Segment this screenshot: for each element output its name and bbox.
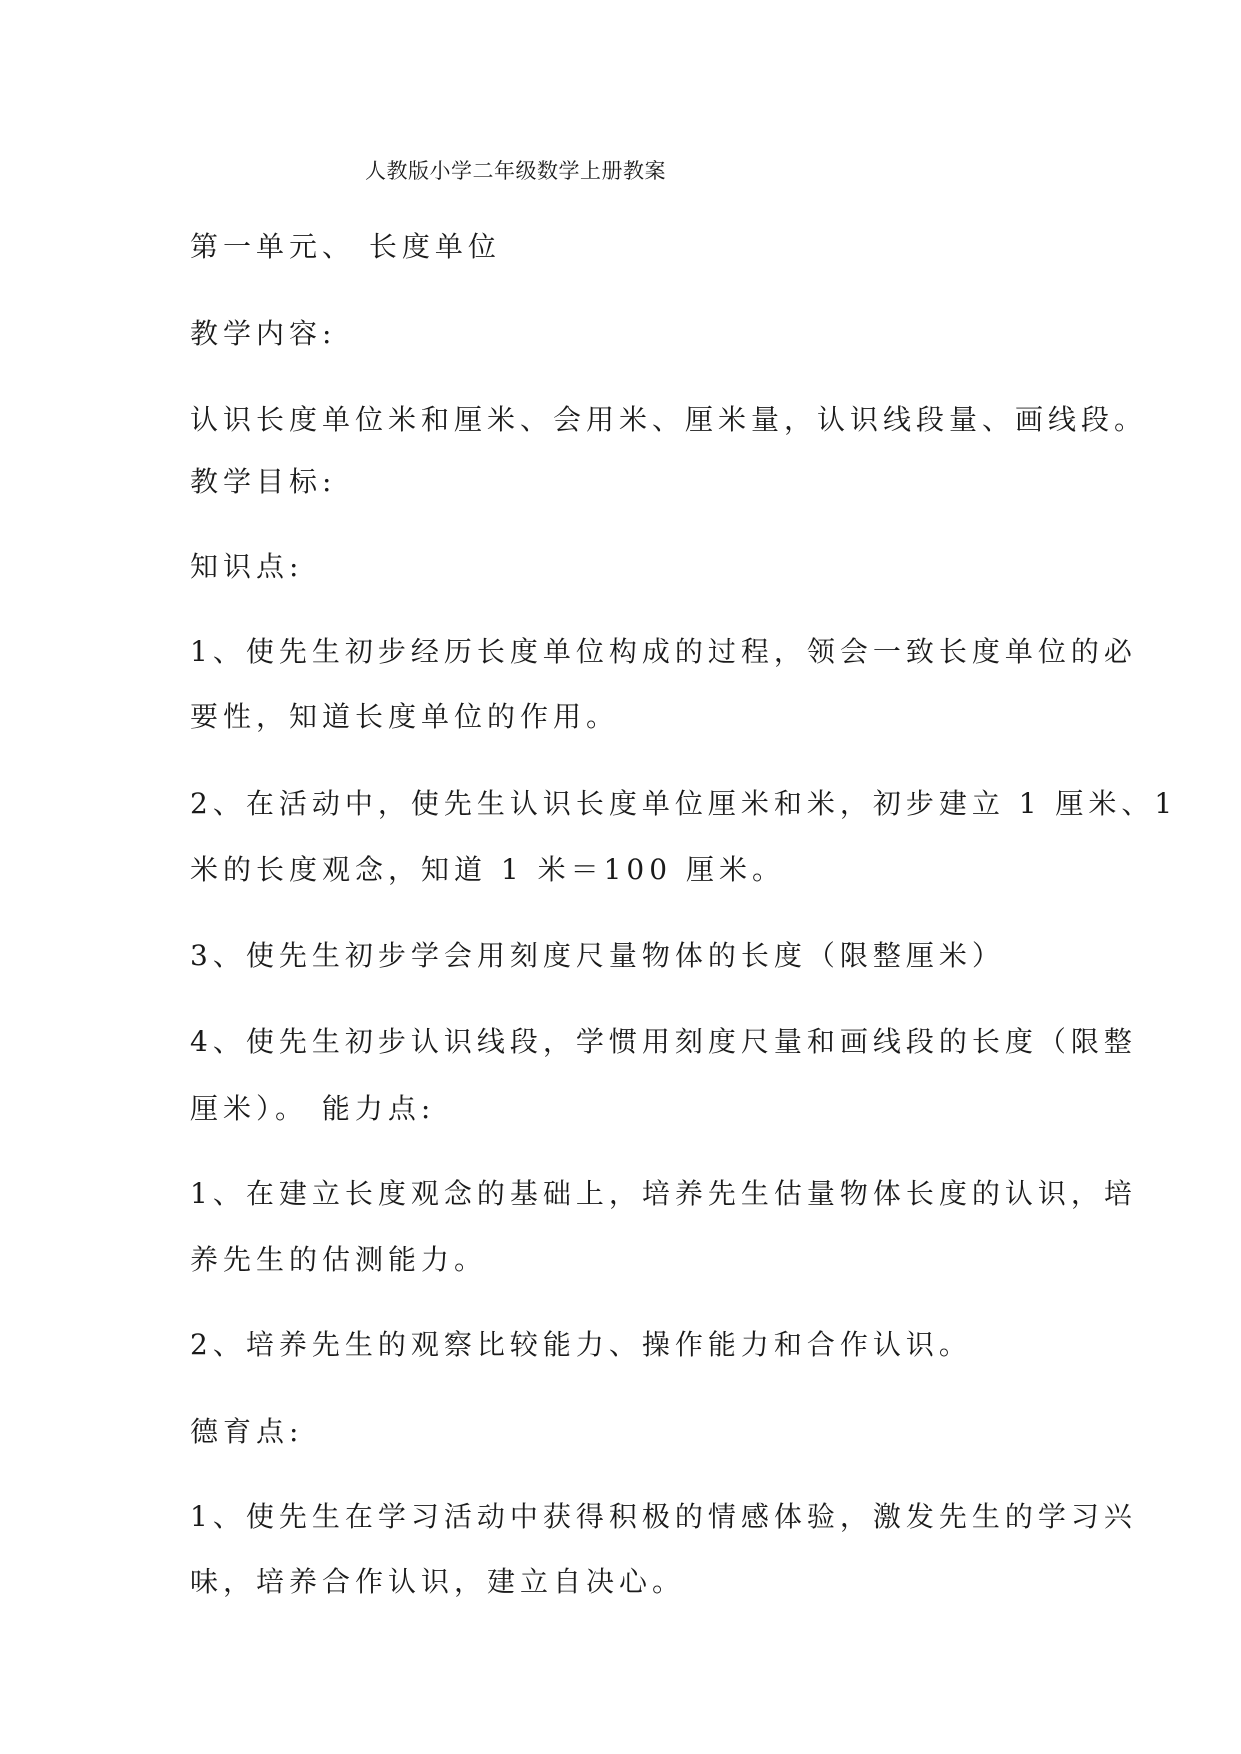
document-title: 人教版小学二年级数学上册教案 (365, 159, 666, 183)
paragraph-line: 1、在建立长度观念的基础上，培养先生估量物体长度的认识，培 (190, 1177, 1137, 1210)
paragraph-line: 4、使先生初步认识线段，学惯用刻度尺量和画线段的长度（限整 (190, 1025, 1137, 1058)
paragraph-line: 2、培养先生的观察比较能力、操作能力和合作认识。 (190, 1328, 972, 1361)
paragraph-line: 要性，知道长度单位的作用。 (190, 700, 620, 733)
knowledge-heading: 知识点: (190, 550, 304, 583)
paragraph-line: 2、在活动中，使先生认识长度单位厘米和米，初步建立 1 厘米、1 (190, 787, 1178, 820)
paragraph-line: 3、使先生初步学会用刻度尺量物体的长度（限整厘米） (190, 939, 1005, 972)
paragraph-line: 米的长度观念，知道 1 米＝100 厘米。 (190, 853, 785, 886)
paragraph-line: 味，培养合作认识，建立自决心。 (190, 1565, 686, 1598)
unit-heading: 第一单元、 长度单位 (190, 230, 501, 263)
teaching-goals-heading: 教学目标: (190, 465, 337, 498)
paragraph-line: 1、使先生在学习活动中获得积极的情感体验，激发先生的学习兴 (190, 1500, 1137, 1533)
paragraph-line: 1、使先生初步经历长度单位构成的过程，领会一致长度单位的必 (190, 635, 1137, 668)
paragraph-line: 认识长度单位米和厘米、会用米、厘米量，认识线段量、画线段。 (190, 403, 1148, 436)
teaching-content-heading: 教学内容: (190, 317, 337, 350)
ability-heading-line: 厘米）。 能力点: (190, 1092, 436, 1125)
moral-heading: 德育点: (190, 1415, 304, 1448)
paragraph-line: 养先生的估测能力。 (190, 1243, 488, 1276)
